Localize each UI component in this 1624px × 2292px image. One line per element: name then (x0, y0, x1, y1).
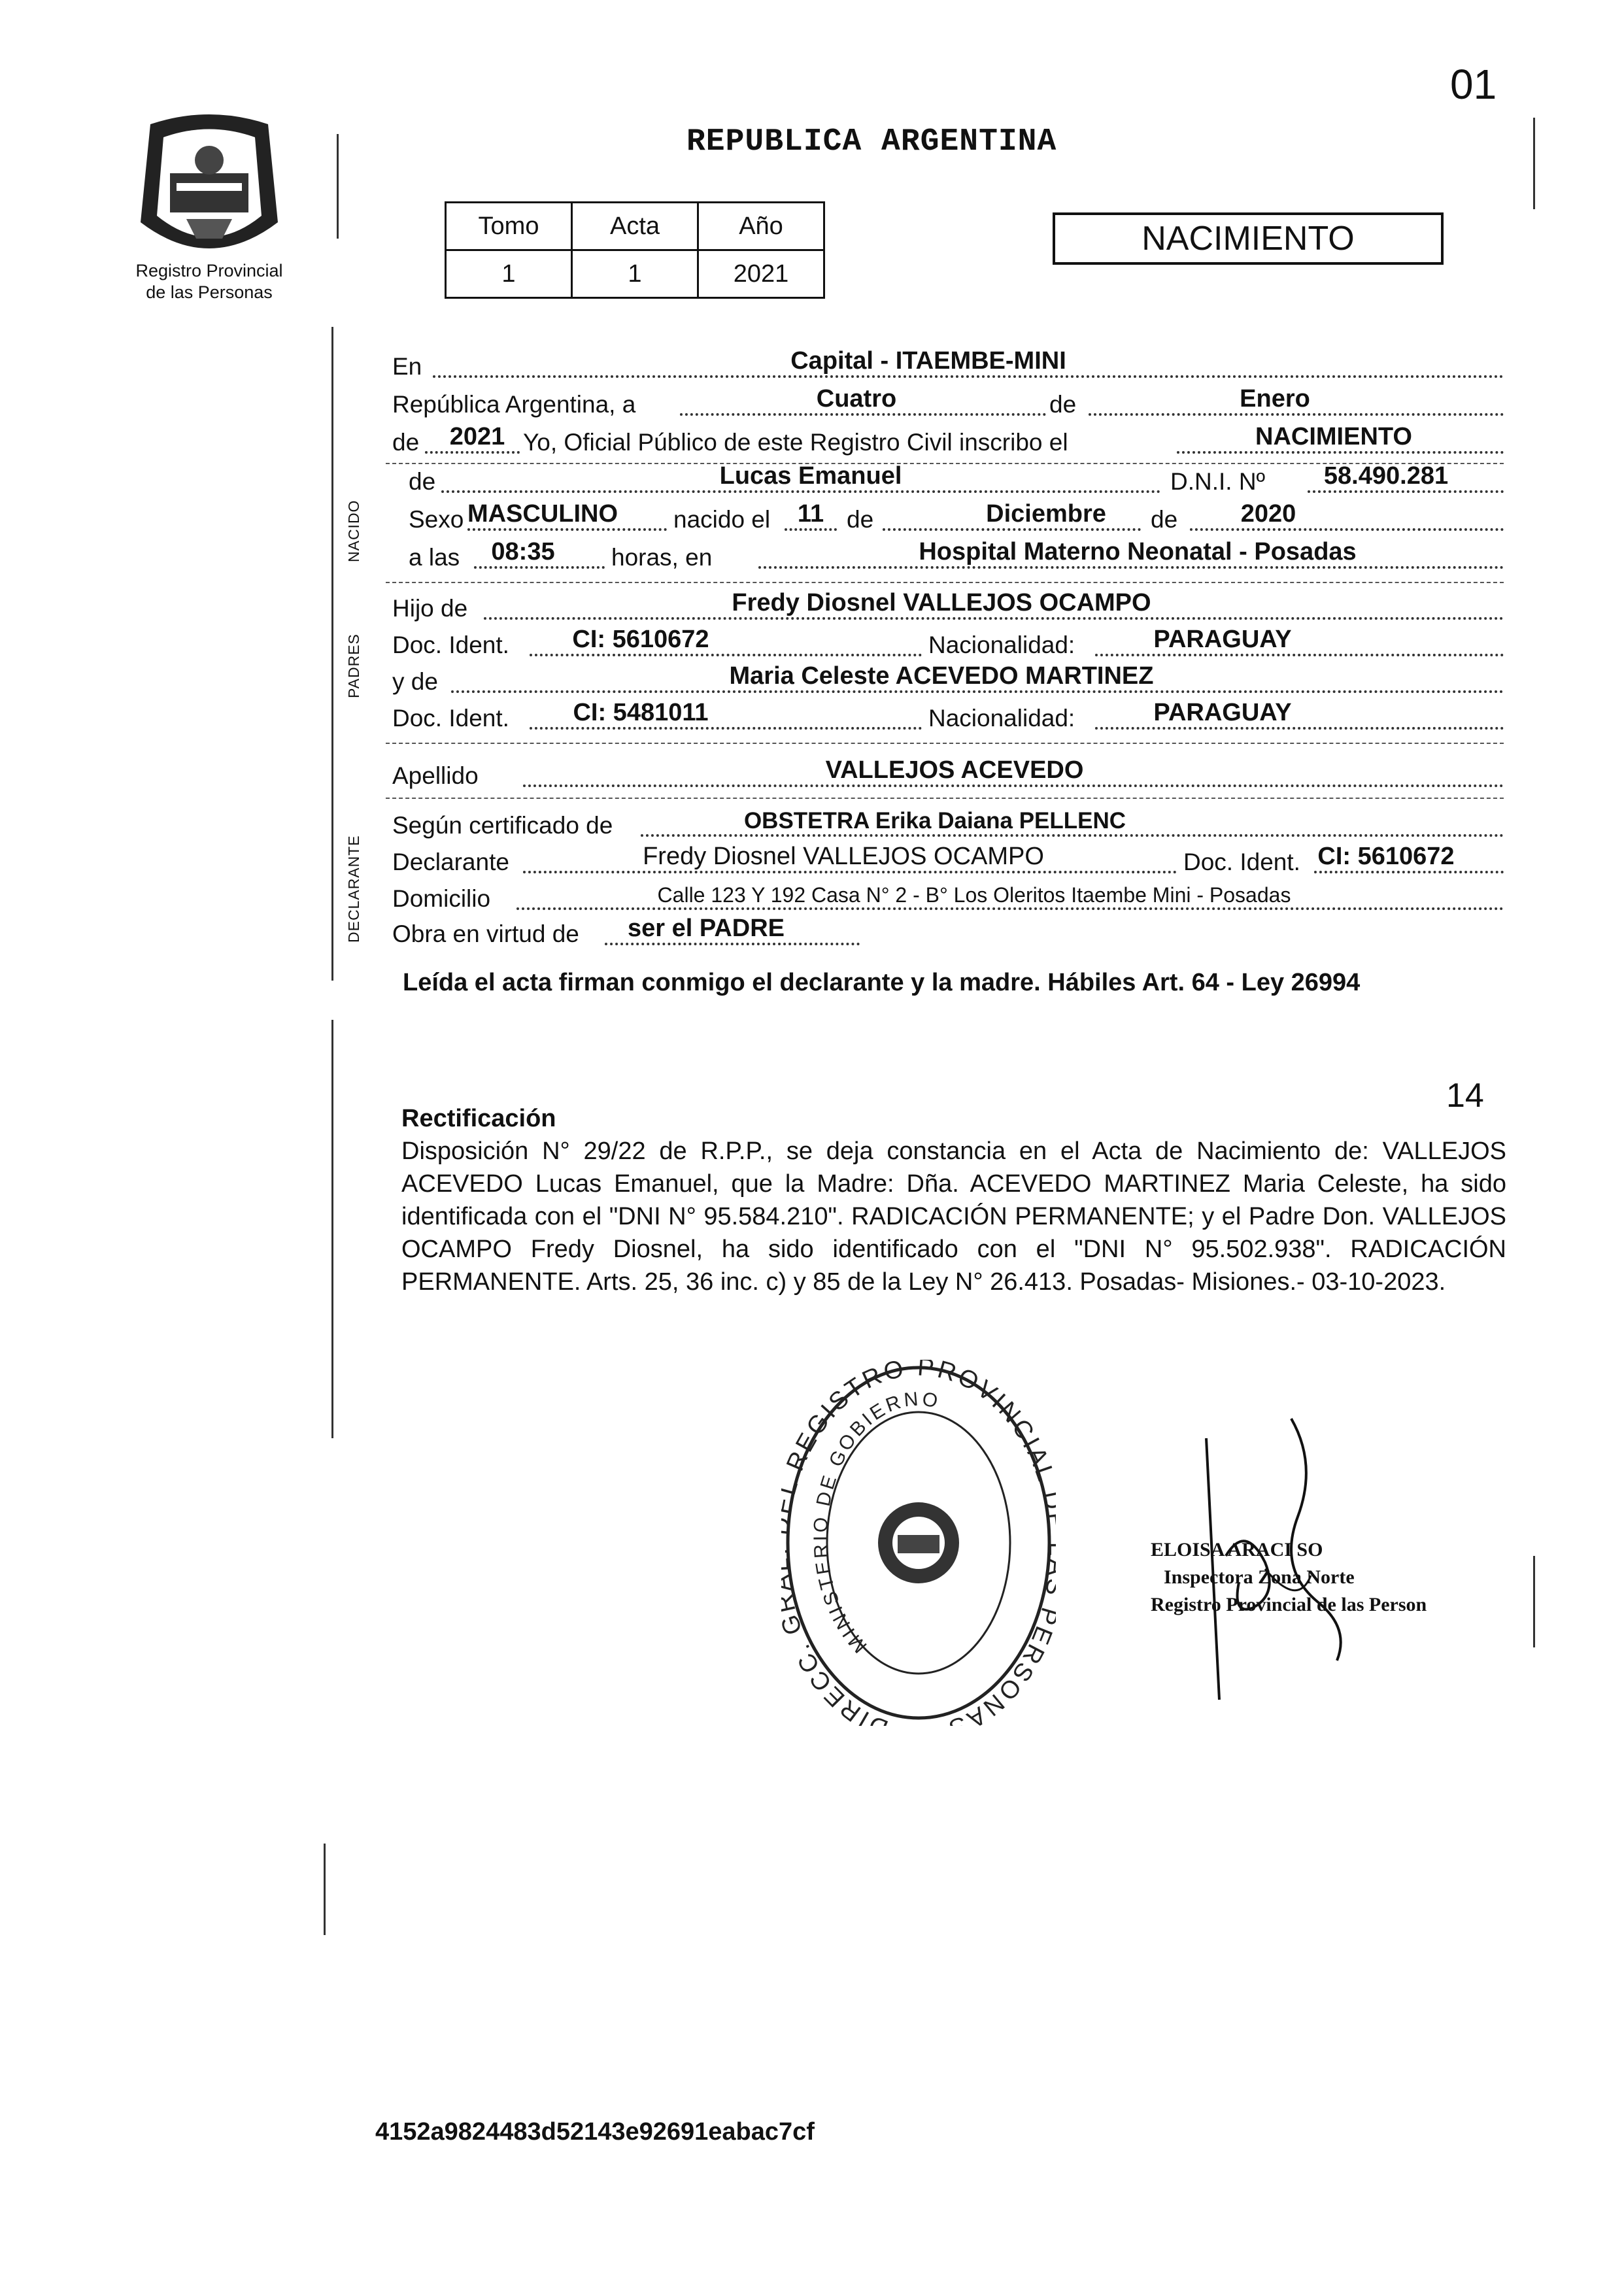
declarante-value: Fredy Diosnel VALLEJOS OCAMPO (643, 843, 1044, 870)
apellido-label: Apellido (392, 762, 479, 789)
form-row-inscribo (392, 422, 1504, 460)
anio-value: 2021 (698, 250, 824, 298)
birth-de-label: de (847, 506, 874, 533)
margin-line (331, 327, 333, 981)
legal-note: Leída el acta firman conmigo el declarante y la madre. Hábiles Art. 64 - Ley 26994 (403, 969, 1361, 996)
dni-value: 58.490.281 (1323, 462, 1449, 490)
form-row-segun (392, 805, 1504, 843)
sexo-label: Sexo (409, 506, 464, 533)
svg-text:MINISTERIO DE GOBIERNO: MINISTERIO DE GOBIERNO (809, 1388, 942, 1657)
father-doc-value: CI: 5610672 (572, 626, 709, 653)
mother-nac-value: PARAGUAY (1153, 699, 1292, 726)
obra-label: Obra en virtud de (392, 920, 579, 947)
margin-line (1533, 1556, 1535, 1647)
side-label-declarante: DECLARANTE (345, 835, 362, 943)
nacido-label: nacido el (673, 506, 771, 533)
margin-line (331, 1020, 333, 1438)
margin-line (337, 134, 339, 239)
provincial-coat-of-arms-logo (124, 111, 294, 268)
year-value: 2021 (449, 423, 505, 450)
obra-value: ser el PADRE (627, 915, 785, 942)
birth-month: Diciembre (986, 500, 1106, 528)
record-table (445, 201, 825, 299)
stamp-line-2: Inspectora Zona Norte (1164, 1566, 1355, 1588)
signature-stamp (1151, 1536, 1432, 1619)
mother-value: Maria Celeste ACEVEDO MARTINEZ (729, 662, 1154, 690)
sexo-value: MASCULINO (467, 500, 618, 528)
side-label-nacido: NACIDO (345, 499, 362, 562)
father-value: Fredy Diosnel VALLEJOS OCAMPO (732, 589, 1151, 616)
form-row-mother (392, 662, 1504, 699)
alas-label: a las (409, 544, 460, 571)
rectificacion-number: 14 (1446, 1077, 1484, 1115)
official-seal-stamp (781, 1360, 1056, 1726)
en-value: Capital - ITAEMBE-MINI (790, 347, 1066, 375)
yo-text: Yo, Oficial Público de este Registro Civil inscribo el (523, 429, 1068, 456)
segun-value: OBSTETRA Erika Daiana PELLENC (743, 808, 1126, 834)
form-row-father-doc (392, 625, 1504, 663)
birth-day: 11 (797, 500, 824, 528)
anio-header: Año (698, 203, 824, 250)
tomo-value: 1 (446, 250, 572, 298)
rectificacion-title: Rectificación (401, 1105, 556, 1132)
form-row-hijo (392, 588, 1504, 626)
name-prefix: de (409, 468, 436, 495)
republica-label: República Argentina, a (392, 391, 636, 418)
page-number: 01 (1450, 61, 1497, 108)
svg-text:DIRECC. GRAL. DEL REGISTRO PRO: DIRECC. REGISTRO PROVINCIA ERSONA (781, 1360, 1056, 1726)
logo-caption (98, 260, 320, 303)
de-label: de (1049, 391, 1077, 418)
acta-value: 1 (572, 250, 698, 298)
domicilio-label: Domicilio (392, 885, 491, 912)
decl-doc-label: Doc. Ident. (1183, 849, 1300, 875)
form-row-declarante (392, 842, 1504, 880)
year-prefix: de (392, 429, 420, 456)
mother-doc-value: CI: 5481011 (573, 699, 709, 726)
en-label: En (392, 353, 422, 380)
father-nac-value: PARAGUAY (1153, 626, 1292, 653)
document-title: REPUBLICA ARGENTINA (686, 124, 1057, 160)
apellido-value: VALLEJOS ACEVEDO (825, 756, 1084, 784)
mother-nac-label: Nacionalidad: (928, 705, 1075, 732)
stamp-line-3: Registro Provincial de las Person (1151, 1594, 1427, 1615)
segun-label: Según certificado de (392, 812, 613, 839)
birth-de2-label: de (1151, 506, 1178, 533)
form-row-apellido (392, 756, 1504, 794)
act-type-box: NACIMIENTO (1053, 212, 1444, 265)
day-value: Cuatro (816, 385, 897, 413)
form-row-fecha (392, 384, 1504, 422)
dni-label: D.N.I. Nº (1170, 468, 1266, 495)
form-row-obra (392, 914, 1504, 952)
margin-line (324, 1844, 326, 1935)
declarante-label: Declarante (392, 849, 509, 875)
domicilio-value: Calle 123 Y 192 Casa N° 2 - B° Los Oleritos Itaembe Mini - Posadas (657, 883, 1291, 907)
rectificacion-body: Disposición N° 29/22 de R.P.P., se deja constancia en el Acta de Nacimiento de: VALLEJOS ACEVEDO Lucas Emanuel, que la Madre: Dña. ACEVEDO MARTINEZ Maria Celeste, ha sido identificada con el "DNI N° 95.584.210". RADICACIÓN PERMANENTE; y el Padre Don. VALLEJOS OCAMPO Fredy Diosnel, ha sido identificado con el "DNI N° 95.502.938". RADICACIÓN PERMANENTE. Arts. 25, 36 inc. c) y 85 de la Ley N° 26.413. Posadas- Misiones.- 03-10-2023. (401, 1138, 1506, 1296)
form-row-hora (392, 537, 1504, 575)
stamp-line-1: ELOISA ARACI SO (1151, 1539, 1323, 1560)
inscribo-value: NACIMIENTO (1255, 423, 1412, 450)
form-row-mother-doc (392, 698, 1504, 736)
form-row-nombre (392, 462, 1504, 499)
decl-doc-value: CI: 5610672 (1317, 843, 1455, 870)
logo-caption-line-1: Registro Provincial (135, 261, 283, 280)
mother-doc-label: Doc. Ident. (392, 705, 509, 732)
tomo-header: Tomo (446, 203, 572, 250)
time-value: 08:35 (491, 538, 555, 565)
hijo-label: Hijo de (392, 595, 468, 622)
margin-line (1533, 118, 1535, 209)
month-value: Enero (1240, 385, 1310, 413)
form-row-en (392, 346, 1504, 384)
form-row-sexo (392, 499, 1504, 537)
document-hash: 4152a9824483d52143e92691eabac7cf (375, 2118, 815, 2146)
yde-label: y de (392, 668, 438, 695)
father-nac-label: Nacionalidad: (928, 632, 1075, 658)
name-value: Lucas Emanuel (719, 462, 902, 490)
acta-header: Acta (572, 203, 698, 250)
birth-year: 2020 (1240, 500, 1296, 528)
logo-caption-line-2: de las Personas (146, 282, 273, 302)
father-doc-label: Doc. Ident. (392, 632, 509, 658)
horas-label: horas, en (611, 544, 713, 571)
place-value: Hospital Materno Neonatal - Posadas (919, 538, 1357, 565)
side-label-padres: PADRES (345, 633, 362, 698)
form-row-domicilio (392, 879, 1504, 917)
